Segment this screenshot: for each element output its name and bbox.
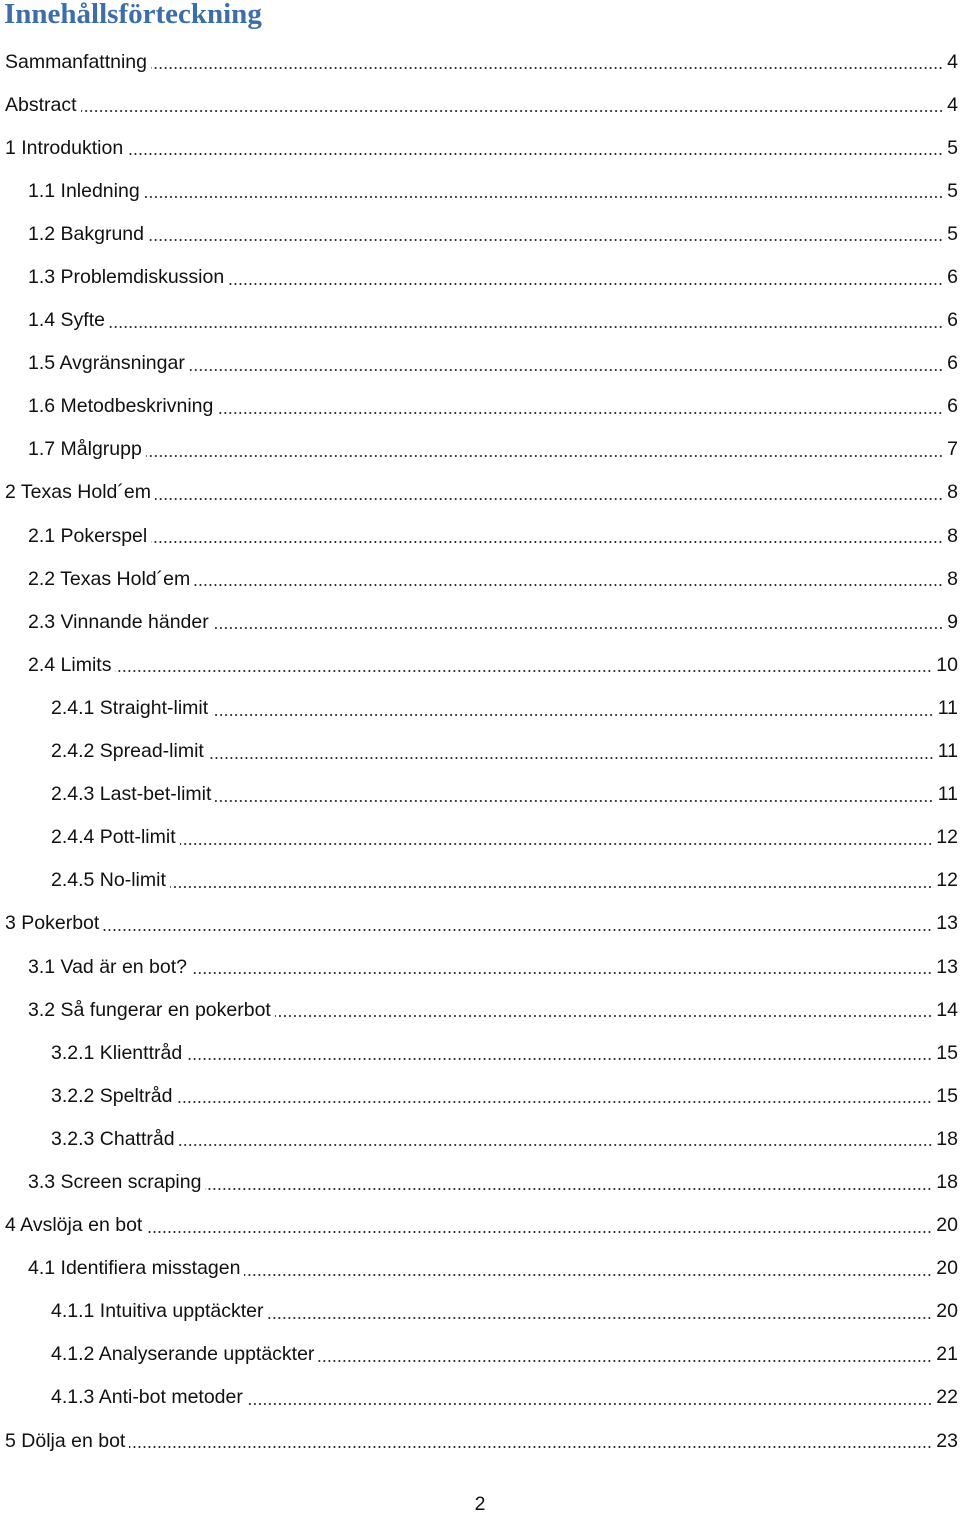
- toc-entry-page-number: 9: [947, 610, 958, 633]
- dot-leader: [155, 498, 943, 500]
- toc-entry-title: Abstract: [5, 93, 77, 116]
- toc-entry[interactable]: [0, 643, 960, 686]
- toc-entry-page-number: 15: [936, 1084, 958, 1107]
- dot-leader: [215, 800, 933, 802]
- toc-entry-page-number: 8: [947, 481, 958, 504]
- toc-entry-page-number: 11: [937, 740, 958, 763]
- toc-entry-page-number: 11: [937, 783, 958, 806]
- dot-leader: [180, 843, 933, 845]
- dot-leader: [267, 1317, 932, 1319]
- dot-leader: [179, 1144, 933, 1146]
- toc-entry-title: 2.4 Limits: [28, 653, 112, 676]
- toc-entry-title: 3.2.1 Klienttråd: [51, 1041, 183, 1064]
- toc-entry[interactable]: [0, 773, 960, 816]
- dot-leader: [148, 239, 943, 241]
- dot-leader: [208, 757, 934, 759]
- toc-entry-page-number: 23: [936, 1429, 958, 1452]
- dot-leader: [146, 1231, 932, 1233]
- dot-leader: [217, 412, 943, 414]
- toc-entry[interactable]: [0, 1290, 960, 1333]
- toc-entry-title: 2 Texas Hold´em: [5, 481, 151, 504]
- toc-entry-title: 2.4.1 Straight-limit: [51, 696, 209, 719]
- toc-entry-title: 2.4.4 Pott-limit: [51, 826, 176, 849]
- dot-leader: [318, 1360, 932, 1362]
- toc-entry-page-number: 13: [936, 955, 958, 978]
- dot-leader: [103, 929, 932, 931]
- toc-entry-title: 1.4 Syfte: [28, 309, 105, 332]
- toc-entry-title: 1.6 Metodbeskrivning: [28, 395, 214, 418]
- toc-entry-page-number: 13: [936, 912, 958, 935]
- toc-entry[interactable]: [0, 600, 960, 643]
- toc-entry-page-number: 12: [936, 869, 958, 892]
- dot-leader: [151, 541, 943, 543]
- toc-entry[interactable]: [0, 342, 960, 385]
- toc-entry[interactable]: [0, 1419, 960, 1462]
- dot-leader: [146, 455, 943, 457]
- toc-entry-page-number: 6: [947, 266, 958, 289]
- toc-entry-title: 4.1.3 Anti-bot metoder: [51, 1386, 243, 1409]
- toc-entry[interactable]: [0, 385, 960, 428]
- toc-entry-title: 4.1 Identifiera misstagen: [28, 1257, 241, 1280]
- toc-entry[interactable]: [0, 859, 960, 902]
- toc-entry[interactable]: [0, 1376, 960, 1419]
- toc-entry[interactable]: [0, 686, 960, 729]
- toc-entry[interactable]: [0, 40, 960, 83]
- toc-entry-title: Sammanfattning: [5, 50, 147, 73]
- toc-entry-title: 2.1 Pokerspel: [28, 524, 148, 547]
- toc-entry[interactable]: [0, 299, 960, 342]
- dot-leader: [247, 1403, 932, 1405]
- toc-entry[interactable]: [0, 1160, 960, 1203]
- toc-entry-page-number: 5: [947, 179, 958, 202]
- dot-leader: [189, 369, 943, 371]
- toc-entry[interactable]: [0, 1117, 960, 1160]
- toc-entry-title: 4.1.2 Analyserande upptäckter: [51, 1343, 315, 1366]
- dot-leader: [228, 283, 943, 285]
- dot-leader: [244, 1274, 932, 1276]
- toc-entry[interactable]: [0, 514, 960, 557]
- dot-leader: [213, 627, 943, 629]
- toc-entry-page-number: 8: [947, 524, 958, 547]
- toc-entry-title: 3.2.3 Chattråd: [51, 1127, 175, 1150]
- toc-entry-page-number: 10: [936, 653, 958, 676]
- dot-leader: [186, 1058, 932, 1060]
- dot-leader: [81, 110, 944, 112]
- dot-leader: [109, 326, 943, 328]
- dot-leader: [144, 196, 943, 198]
- dot-leader: [194, 584, 943, 586]
- toc-entry-page-number: 8: [947, 567, 958, 590]
- toc-entry-page-number: 6: [947, 309, 958, 332]
- toc-entry-title: 1 Introduktion: [5, 136, 124, 159]
- toc-entry-page-number: 11: [937, 696, 958, 719]
- toc-entry[interactable]: [0, 816, 960, 859]
- toc-entry[interactable]: [0, 1204, 960, 1247]
- toc-entry-page-number: 22: [936, 1386, 958, 1409]
- toc-entry-title: 3.2 Så fungerar en pokerbot: [28, 998, 271, 1021]
- toc-entry-page-number: 21: [936, 1343, 958, 1366]
- toc-entry[interactable]: [0, 169, 960, 212]
- toc-entry-page-number: 12: [936, 826, 958, 849]
- toc-entry[interactable]: [0, 126, 960, 169]
- toc-entry-page-number: 20: [936, 1214, 958, 1237]
- dot-leader: [115, 670, 932, 672]
- toc-entry[interactable]: [0, 988, 960, 1031]
- toc-entry-title: 3.3 Screen scraping: [28, 1170, 202, 1193]
- toc-entry-page-number: 7: [947, 438, 958, 461]
- toc-heading: Innehållsförteckning: [4, 0, 262, 30]
- toc-entry-page-number: 6: [947, 395, 958, 418]
- dot-leader: [129, 1446, 932, 1448]
- page-number: 2: [474, 1493, 486, 1515]
- toc-entry[interactable]: [0, 471, 960, 514]
- toc-entry-page-number: 20: [936, 1300, 958, 1323]
- toc-entry-title: 2.2 Texas Hold´em: [28, 567, 191, 590]
- toc-entry-page-number: 5: [947, 136, 958, 159]
- toc-entry[interactable]: [0, 428, 960, 471]
- toc-entry[interactable]: [0, 730, 960, 773]
- toc-entry-title: 2.4.2 Spread-limit: [51, 740, 204, 763]
- toc-entry[interactable]: [0, 212, 960, 255]
- toc-entry-page-number: 18: [936, 1127, 958, 1150]
- toc-entry-page-number: 15: [936, 1041, 958, 1064]
- dot-leader: [205, 1188, 932, 1190]
- toc-entry[interactable]: [0, 1333, 960, 1376]
- toc-entry-page-number: 4: [947, 93, 958, 116]
- table-of-contents: [0, 40, 960, 1462]
- toc-entry-page-number: 4: [947, 50, 958, 73]
- toc-entry-title: 2.4.3 Last-bet-limit: [51, 783, 212, 806]
- toc-entry-title: 1.5 Avgränsningar: [28, 352, 185, 375]
- dot-leader: [191, 972, 932, 974]
- dot-leader: [151, 67, 943, 69]
- toc-entry-title: 5 Dölja en bot: [5, 1429, 126, 1452]
- toc-entry[interactable]: [0, 83, 960, 126]
- toc-entry-title: 1.3 Problemdiskussion: [28, 266, 225, 289]
- toc-entry-title: 1.2 Bakgrund: [28, 222, 145, 245]
- toc-entry-title: 3.1 Vad är en bot?: [28, 955, 188, 978]
- toc-entry-title: 1.7 Målgrupp: [28, 438, 142, 461]
- toc-entry-title: 3.2.2 Speltråd: [51, 1084, 173, 1107]
- toc-entry[interactable]: [0, 945, 960, 988]
- toc-entry[interactable]: [0, 1074, 960, 1117]
- toc-entry[interactable]: [0, 255, 960, 298]
- dot-leader: [275, 1015, 932, 1017]
- dot-leader: [127, 153, 943, 155]
- toc-entry-page-number: 14: [936, 998, 958, 1021]
- toc-entry[interactable]: [0, 1031, 960, 1074]
- dot-leader: [212, 714, 934, 716]
- toc-entry-title: 4 Avslöja en bot: [5, 1214, 143, 1237]
- dot-leader: [170, 886, 932, 888]
- toc-entry[interactable]: [0, 902, 960, 945]
- toc-entry-page-number: 5: [947, 222, 958, 245]
- toc-entry-page-number: 18: [936, 1170, 958, 1193]
- toc-entry-title: 2.3 Vinnande händer: [28, 610, 209, 633]
- toc-entry-title: 3 Pokerbot: [5, 912, 100, 935]
- toc-entry-page-number: 6: [947, 352, 958, 375]
- toc-entry[interactable]: [0, 1247, 960, 1290]
- dot-leader: [176, 1101, 932, 1103]
- toc-entry-title: 2.4.5 No-limit: [51, 869, 166, 892]
- toc-entry-title: 1.1 Inledning: [28, 179, 140, 202]
- toc-entry[interactable]: [0, 557, 960, 600]
- toc-entry-page-number: 20: [936, 1257, 958, 1280]
- toc-entry-title: 4.1.1 Intuitiva upptäckter: [51, 1300, 264, 1323]
